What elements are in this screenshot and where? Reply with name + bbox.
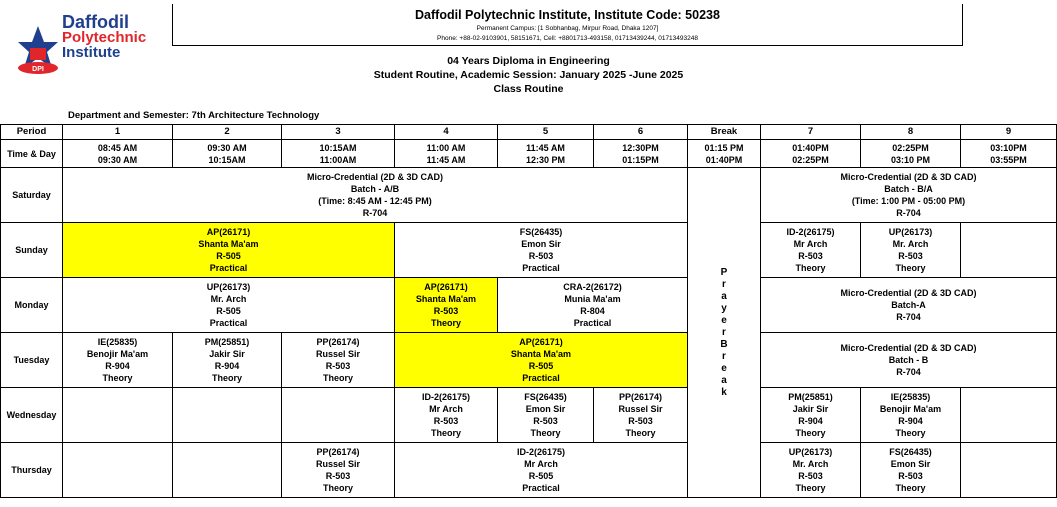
class-slot-cell (63, 168, 688, 223)
class-slot-cell (395, 443, 688, 498)
logo-line-3: Institute (62, 44, 121, 61)
class-info-line: Theory (895, 483, 926, 493)
time-header-row (1, 140, 1057, 168)
class-info-line: Theory (430, 428, 461, 438)
class-info-line: R-704 (896, 208, 921, 218)
time-slot-cell (594, 140, 688, 168)
day-name-cell: Saturday (1, 168, 63, 223)
time-slot-cell (688, 140, 761, 168)
time-text: 12:30PM (622, 142, 659, 153)
class-info-line: R-505 (216, 306, 241, 316)
time-slot-cell (173, 140, 282, 168)
class-slot-cell (395, 333, 688, 388)
class-slot-cell (282, 333, 395, 388)
class-info-line: AP(26171) (519, 337, 563, 347)
class-info-line: R-503 (433, 306, 459, 316)
class-info-line: ID-2(26175) (421, 392, 471, 402)
class-info-line: Practical (522, 483, 560, 493)
class-info-line: Emon Sir (890, 459, 931, 469)
time-text: 11:45 AM (526, 142, 565, 153)
break-letter: e (721, 362, 727, 374)
class-slot-cell (63, 443, 173, 498)
class-info-line: Theory (530, 428, 561, 438)
class-slot-cell (173, 388, 282, 443)
class-info-line: Russel Sir (315, 349, 361, 359)
class-info-line: Batch-A (891, 300, 926, 310)
break-letter: r (722, 326, 726, 338)
class-info-line: Practical (573, 318, 612, 328)
class-info-line: R-704 (896, 367, 921, 377)
class-info-line: Shanta Ma'am (198, 239, 259, 249)
class-info-line: Theory (322, 373, 353, 383)
class-info-line: Theory (795, 263, 826, 273)
class-info-line: R-503 (628, 416, 653, 426)
class-slot-cell (861, 223, 961, 278)
time-text: 03:55PM (990, 154, 1027, 165)
class-info-line: Theory (102, 373, 133, 383)
class-info-line: Russel Sir (618, 404, 663, 414)
class-slot-cell (63, 223, 395, 278)
institute-phone: Phone: +88-02-9103901, 58151671, Cell: +8801713-493158, 01713439244, 01713493248 (437, 35, 698, 42)
class-slot-cell (395, 223, 688, 278)
break-letter: r (722, 278, 726, 290)
time-text: 11:00AM (319, 154, 357, 165)
class-info-line: R-503 (898, 251, 923, 261)
class-slot-cell (173, 333, 282, 388)
class-info-line: R-505 (528, 361, 554, 371)
class-routine-table (0, 124, 1057, 498)
class-info-line: Practical (209, 263, 248, 273)
time-slot-cell (961, 140, 1057, 168)
day-row (1, 443, 1057, 498)
routine-session: Student Routine, Academic Session: January 2025 -June 2025 (373, 69, 684, 81)
class-info-line: Practical (209, 318, 248, 328)
class-slot-cell (395, 278, 498, 333)
time-text: 02:25PM (792, 154, 829, 165)
class-info-line: Shanta Ma'am (510, 349, 572, 359)
time-slot-cell (282, 140, 395, 168)
class-slot-cell (861, 443, 961, 498)
class-info-line: AP(26171) (206, 227, 251, 237)
class-info-line: R-503 (433, 416, 459, 426)
period-number-cell: 3 (282, 125, 395, 140)
class-info-line: Emon Sir (521, 239, 561, 249)
class-slot-cell (961, 388, 1057, 443)
time-text: 02:25PM (892, 142, 929, 153)
class-info-line: ID-2(26175) (786, 227, 835, 237)
class-info-line: PP(26174) (618, 392, 663, 402)
class-info-line: FS(26435) (519, 227, 563, 237)
class-info-line: Theory (430, 318, 461, 328)
class-info-line: Micro-Credential (2D & 3D CAD) (840, 343, 977, 353)
class-slot-cell (173, 443, 282, 498)
time-text: 11:00 AM (426, 142, 466, 153)
time-text: 09:30 AM (207, 142, 247, 153)
break-letter: k (721, 386, 727, 398)
class-info-line: Theory (895, 263, 926, 273)
class-slot-cell (861, 388, 961, 443)
class-info-line: R-503 (325, 471, 351, 481)
class-info-line: R-904 (214, 361, 240, 371)
diploma-title: 04 Years Diploma in Engineering (447, 55, 610, 67)
class-slot-cell (498, 388, 594, 443)
class-slot-cell (594, 388, 688, 443)
class-info-line: Benojir Ma'am (879, 404, 942, 414)
class-info-line: Batch - B/A (884, 184, 933, 194)
class-info-line: Theory (895, 428, 926, 438)
class-slot-cell (282, 388, 395, 443)
logo-line-2: Polytechnic (62, 29, 147, 46)
time-slot-cell (861, 140, 961, 168)
period-label-cell: Period (1, 125, 63, 140)
class-info-line: Mr Arch (793, 239, 828, 249)
class-info-line: UP(26173) (788, 447, 833, 457)
time-text: 09:30 AM (97, 154, 138, 165)
class-info-line: Mr Arch (429, 404, 463, 414)
time-slot-cell (761, 140, 861, 168)
class-slot-cell (63, 333, 173, 388)
day-row (1, 168, 1057, 223)
class-info-line: R-804 (580, 306, 605, 316)
time-text: 11:45 AM (426, 154, 466, 165)
class-info-line: UP(26173) (206, 282, 251, 292)
class-info-line: FS(26435) (524, 392, 567, 402)
class-info-line: R-503 (798, 471, 823, 481)
class-info-line: R-505 (528, 471, 554, 481)
class-slot-cell (761, 168, 1057, 223)
routine-type: Class Routine (493, 83, 564, 95)
class-info-line: Practical (522, 263, 560, 273)
class-info-line: Micro-Credential (2D & 3D CAD) (840, 288, 977, 298)
period-number-cell: Break (688, 125, 761, 140)
logo-line-1: Daffodil (62, 12, 129, 32)
class-info-line: (Time: 1:00 PM - 05:00 PM) (851, 196, 966, 206)
time-text: 08:45 AM (97, 142, 138, 153)
class-info-line: R-904 (898, 416, 923, 426)
prayer-break-cell (688, 168, 761, 498)
institute-address: Permanent Campus: [1 Sobhanbag, Mirpur Road, Dhaka 1207] (476, 25, 659, 32)
class-slot-cell (395, 388, 498, 443)
class-info-line: Shanta Ma'am (415, 294, 477, 304)
time-text: 03:10 PM (890, 154, 931, 165)
period-number-cell: 6 (594, 125, 688, 140)
class-info-line: Batch - A/B (350, 184, 400, 194)
class-info-line: R-904 (105, 361, 130, 371)
class-slot-cell (761, 443, 861, 498)
class-slot-cell (63, 388, 173, 443)
class-slot-cell (761, 223, 861, 278)
class-info-line: IE(25835) (890, 392, 931, 402)
time-text: 12:30 PM (525, 154, 566, 165)
class-info-line: Theory (211, 373, 242, 383)
class-info-line: R-503 (528, 251, 554, 261)
break-letter: a (721, 374, 727, 386)
time-day-label-cell: Time & Day (1, 140, 63, 168)
class-info-line: Mr. Arch (892, 239, 929, 249)
period-number-cell: 8 (861, 125, 961, 140)
day-row (1, 388, 1057, 443)
class-slot-cell (63, 278, 395, 333)
institute-header (172, 4, 963, 46)
period-number-cell: 1 (63, 125, 173, 140)
class-info-line: R-505 (216, 251, 241, 261)
break-letter: r (722, 350, 726, 362)
class-info-line: PM(25851) (204, 337, 250, 347)
day-name-cell: Sunday (1, 223, 63, 278)
class-info-line: Mr. Arch (792, 459, 829, 469)
period-number-cell: 7 (761, 125, 861, 140)
time-text: 01:40PM (705, 154, 743, 165)
day-row (1, 223, 1057, 278)
day-row (1, 278, 1057, 333)
class-slot-cell (761, 278, 1057, 333)
class-info-line: R-503 (325, 361, 351, 371)
class-info-line: PP(26174) (316, 337, 360, 347)
class-slot-cell (761, 388, 861, 443)
class-info-line: PP(26174) (316, 447, 360, 457)
class-info-line: Practical (522, 373, 560, 383)
class-slot-cell (498, 278, 688, 333)
time-slot-cell (63, 140, 173, 168)
period-number-cell: 5 (498, 125, 594, 140)
class-info-line: R-904 (798, 416, 823, 426)
break-letter: a (721, 290, 727, 302)
class-info-line: Theory (625, 428, 656, 438)
break-letter: B (720, 338, 728, 350)
period-header-row (1, 125, 1057, 140)
class-slot-cell (761, 333, 1057, 388)
class-info-line: Theory (795, 483, 826, 493)
period-number-cell: 2 (173, 125, 282, 140)
class-info-line: Russel Sir (315, 459, 361, 469)
class-info-line: Micro-Credential (2D & 3D CAD) (840, 172, 977, 182)
class-info-line: (Time: 8:45 AM - 12:45 PM) (318, 196, 432, 206)
class-info-line: Emon Sir (525, 404, 566, 414)
day-name-cell: Thursday (1, 443, 63, 498)
break-letter: e (721, 314, 727, 326)
class-info-line: UP(26173) (888, 227, 933, 237)
logo-badge-text: DPI (32, 66, 44, 73)
institute-title: Daffodil Polytechnic Institute, Institute Code: 50238 (415, 8, 720, 22)
break-letter: P (720, 266, 728, 278)
time-text: 01:15 PM (704, 142, 744, 153)
break-letter: y (721, 302, 727, 314)
class-slot-cell (961, 223, 1057, 278)
class-info-line: Jakir Sir (792, 404, 829, 414)
time-text: 03:10PM (990, 142, 1027, 153)
class-info-line: Micro-Credential (2D & 3D CAD) (306, 172, 443, 182)
class-info-line: Jakir Sir (209, 349, 245, 359)
class-info-line: Munia Ma'am (564, 294, 621, 304)
logo-wordmark (62, 12, 147, 61)
class-info-line: R-503 (533, 416, 558, 426)
time-text: 01:15PM (622, 154, 659, 165)
time-text: 10:15AM (319, 142, 357, 153)
class-info-line: Mr. Arch (210, 294, 247, 304)
class-info-line: Benojir Ma'am (86, 349, 149, 359)
day-name-cell: Monday (1, 278, 63, 333)
class-slot-cell (282, 443, 395, 498)
class-info-line: AP(26171) (424, 282, 468, 292)
class-info-line: R-503 (798, 251, 823, 261)
class-info-line: Theory (795, 428, 826, 438)
class-info-line: R-503 (898, 471, 923, 481)
class-info-line: IE(25835) (97, 337, 138, 347)
class-info-line: Mr Arch (524, 459, 558, 469)
period-number-cell: 9 (961, 125, 1057, 140)
period-number-cell: 4 (395, 125, 498, 140)
class-info-line: Theory (322, 483, 353, 493)
class-info-line: ID-2(26175) (516, 447, 566, 457)
day-row (1, 333, 1057, 388)
class-info-line: PM(25851) (788, 392, 833, 402)
class-info-line: FS(26435) (889, 447, 932, 457)
day-name-cell: Tuesday (1, 333, 63, 388)
time-text: 01:40PM (792, 142, 829, 153)
time-slot-cell (395, 140, 498, 168)
department-semester: Department and Semester: 7th Architecture Technology (68, 110, 320, 121)
time-slot-cell (498, 140, 594, 168)
class-info-line: Batch - B (888, 355, 929, 365)
time-text: 10:15AM (208, 154, 246, 165)
class-info-line: R-704 (362, 208, 388, 218)
class-slot-cell (961, 443, 1057, 498)
class-info-line: R-704 (896, 312, 921, 322)
class-info-line: CRA-2(26172) (563, 282, 622, 292)
day-name-cell: Wednesday (1, 388, 63, 443)
